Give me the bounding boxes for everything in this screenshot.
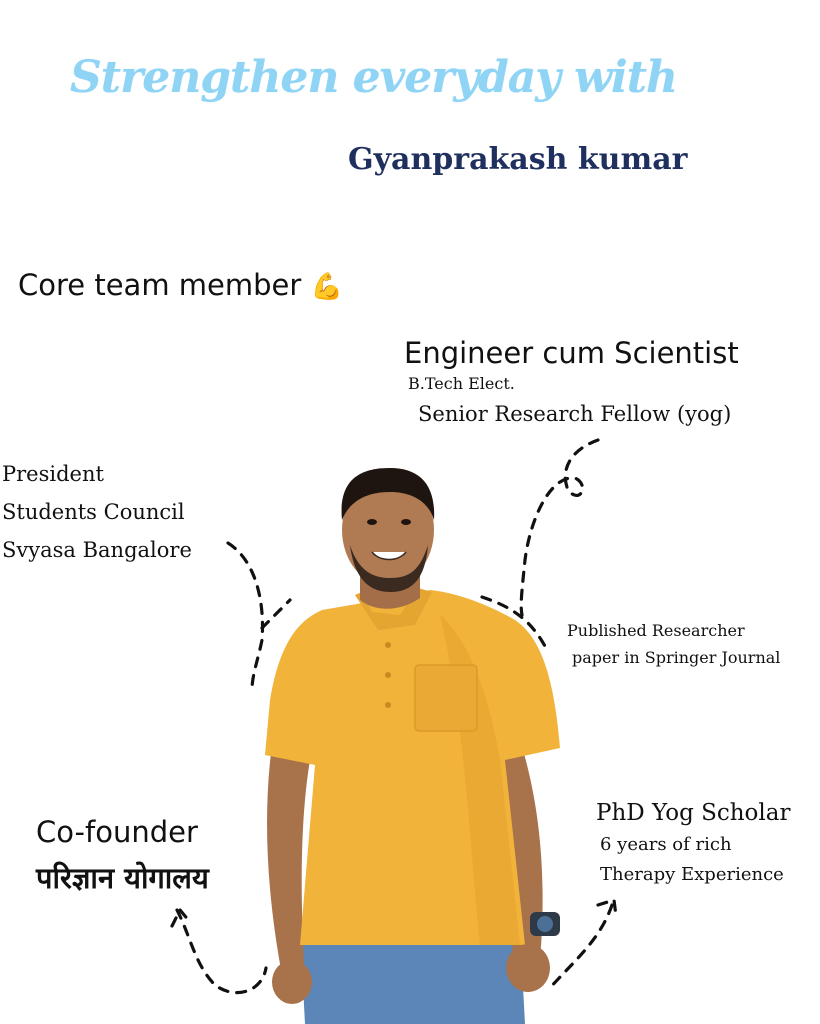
core-team-text: Core team member <box>18 268 302 302</box>
person-name: Gyanprakash kumar <box>348 142 688 177</box>
president-line-1: President <box>2 462 104 486</box>
cofounder-org: परिज्ञान योगालय <box>36 861 209 895</box>
phd-line-1: 6 years of rich <box>600 834 732 855</box>
publication-line-1: Published Researcher <box>567 621 745 640</box>
research-fellow-text: Senior Research Fellow (yog) <box>418 402 732 426</box>
flexed-biceps-icon: 💪 <box>310 272 343 302</box>
president-line-2: Students Council <box>2 500 185 524</box>
cofounder-title: Co-founder <box>36 815 198 849</box>
degree-text: B.Tech Elect. <box>408 374 515 393</box>
president-line-3: Svyasa Bangalore <box>2 538 192 562</box>
tagline-heading: Strengthen everyday with <box>70 52 678 103</box>
phd-title: PhD Yog Scholar <box>596 800 791 826</box>
phd-line-2: Therapy Experience <box>600 864 784 885</box>
shirt-pocket <box>415 665 477 731</box>
engineer-title: Engineer cum Scientist <box>404 336 739 370</box>
publication-line-2: paper in Springer Journal <box>572 648 781 667</box>
